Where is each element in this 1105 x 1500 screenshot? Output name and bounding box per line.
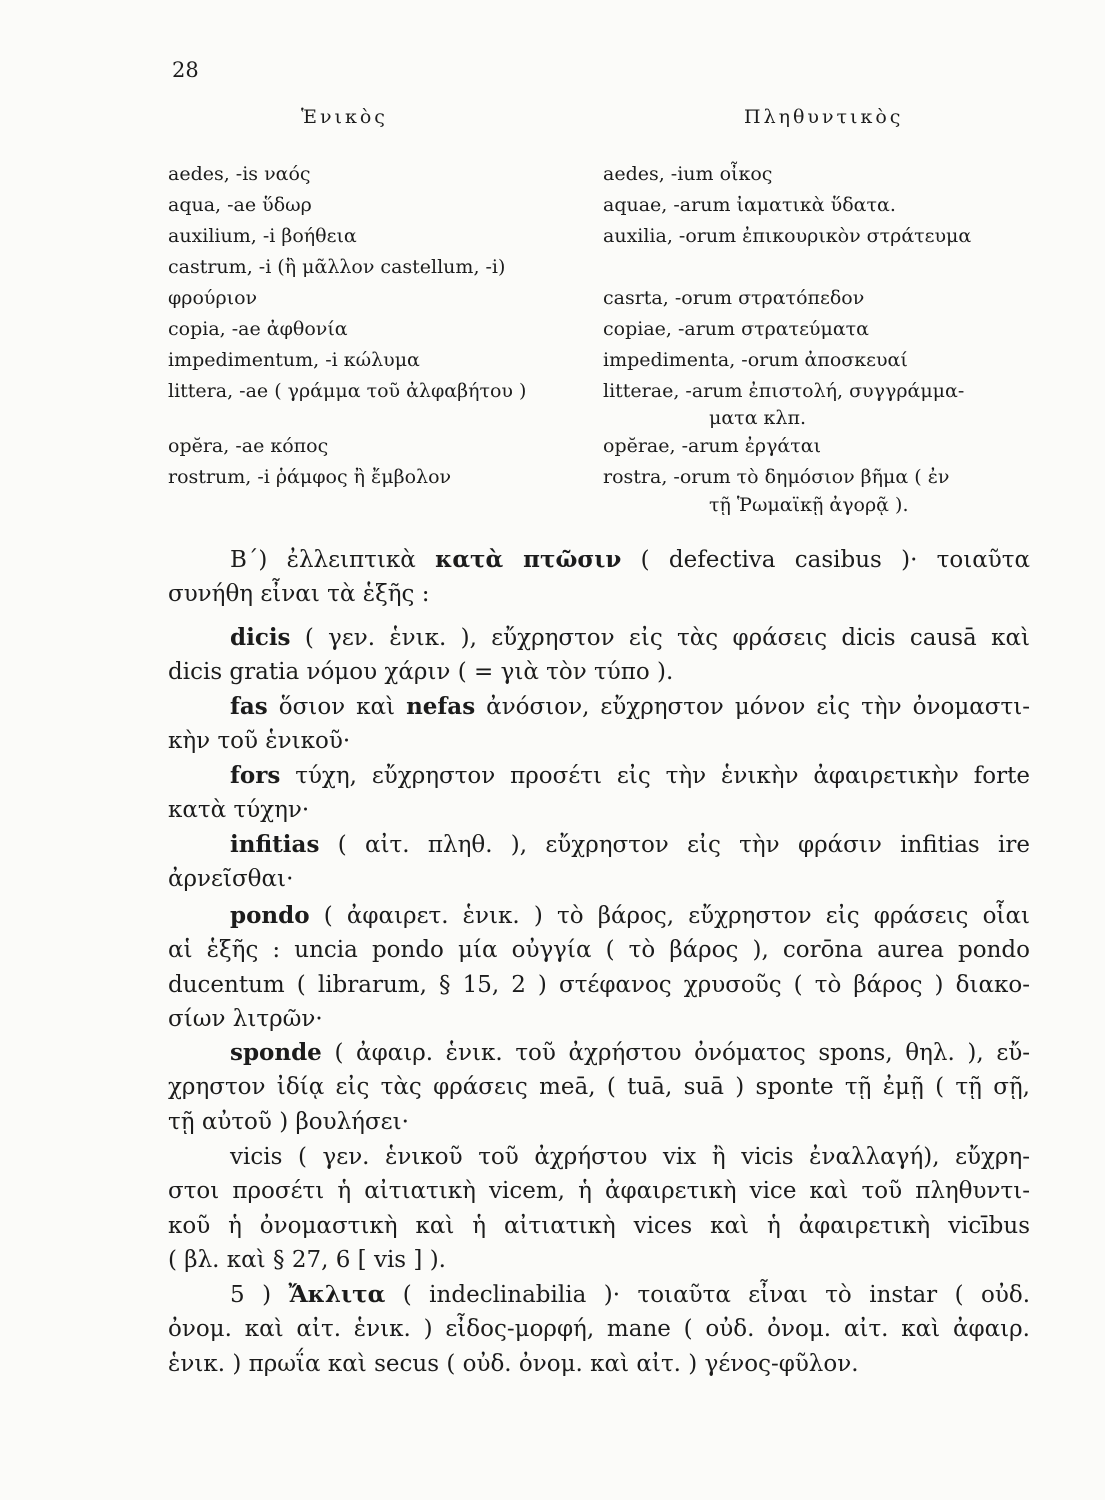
entry-text: στοι προσέτι ἡ αἰτιατικὴ vicem, ἡ ἀφαιρετικὴ vice καὶ τοῦ πληθυντι- bbox=[168, 1178, 1030, 1205]
entry-text: κατὰ τύχην· bbox=[168, 797, 310, 824]
vocab-right-item: copiae, -arum στρατεύματα bbox=[603, 318, 869, 340]
entry-text: σίων λιτρῶν· bbox=[168, 1006, 323, 1033]
entry-text: ( indeclinabilia )· τοιαῦτα εἶναι τὸ instar ( οὐδ. bbox=[402, 1282, 1031, 1308]
vocab-right-item: τῇ Ῥωμαϊκῇ ἀγορᾷ ). bbox=[709, 494, 909, 516]
term: fors bbox=[230, 762, 281, 789]
section-b-heading bbox=[168, 543, 1030, 612]
entry-text: ( αἰτ. πληθ. ), εὔχρηστον εἰς τὴν φράσιν infitias ire bbox=[337, 832, 1030, 858]
vocab-left-item: copia, -ae ἀφθονία bbox=[168, 318, 348, 340]
section-5-lead: 5 ) bbox=[230, 1282, 272, 1308]
term: nefas bbox=[406, 693, 476, 720]
entry-text: ἑνικ. ) πρωΐα καὶ secus ( οὐδ. ὀνομ. καὶ αἰτ. ) γένος-φῦλον. bbox=[168, 1350, 859, 1377]
entry-sponde bbox=[168, 1036, 1030, 1139]
vocab-right-item: opĕrae, -arum ἐργάται bbox=[603, 435, 822, 457]
plural-header: Πληθυντικὸς bbox=[744, 106, 904, 128]
entry-text: ἀνόσιον, εὔχρηστον μόνον εἰς τὴν ὀνομαστι- bbox=[486, 694, 1031, 720]
entry-text: τῇ αὐτοῦ ) βουλήσει· bbox=[168, 1108, 409, 1135]
entry-text: ( ἀφαιρ. ἑνικ. τοῦ ἀχρήστου ὀνόματος spons, θηλ. ), εὔ- bbox=[334, 1040, 1030, 1066]
entry-text: ἀρνεῖσθαι· bbox=[168, 866, 294, 893]
vocab-right-item: aquae, -arum ἰαματικὰ ὕδατα. bbox=[603, 194, 896, 216]
vocab-left-item: auxilium, -i βοήθεια bbox=[168, 225, 357, 247]
entry-text: dicis gratia νόμου χάριν ( = γιὰ τὸν τύπο ). bbox=[168, 659, 674, 686]
vocab-left-item: φρούριον bbox=[168, 287, 258, 309]
term: pondo bbox=[230, 902, 310, 929]
term: vicis bbox=[230, 1144, 283, 1170]
page-number: 28 bbox=[172, 58, 199, 82]
section-5-bold: Ἄκλιτα bbox=[288, 1281, 386, 1308]
vocab-left-item: castrum, -i (ἢ μᾶλλον castellum, -i) bbox=[168, 256, 506, 278]
vocab-right-item: litterae, -arum ἐπιστολή, συγγράμμα- bbox=[603, 380, 965, 402]
entry-dicis bbox=[168, 621, 1030, 690]
vocab-left-item: rostrum, -i ῥάμφος ἢ ἔμβολον bbox=[168, 466, 452, 488]
entry-text: ὀνομ. καὶ αἰτ. ἑνικ. ) εἶδος-μορφή, mane ( οὐδ. ὀνομ. αἰτ. καὶ ἀφαιρ. bbox=[168, 1316, 1030, 1343]
vocab-left-item: aedes, -is ναός bbox=[168, 163, 311, 185]
section-5 bbox=[168, 1278, 1030, 1381]
entry-text: ducentum ( librarum, § 15, 2 ) στέφανος χρυσοῦς ( τὸ βάρος ) διακο- bbox=[168, 971, 1030, 998]
vocab-left-item: impedimentum, -i κώλυμα bbox=[168, 349, 420, 371]
vocab-right-item: ματα κλπ. bbox=[709, 407, 807, 429]
section-b-line2: συνήθη εἶναι τὰ ἑξῆς : bbox=[168, 581, 430, 608]
vocab-right-item: impedimenta, -orum ἀποσκευαί bbox=[603, 349, 908, 371]
entry-text: ὅσιον καὶ bbox=[278, 694, 396, 720]
entry-text: τύχη, εὔχρηστον προσέτι εἰς τὴν ἑνικὴν ἀφαιρετικὴν forte bbox=[295, 763, 1030, 789]
term: infitias bbox=[230, 831, 320, 858]
entry-fas bbox=[168, 690, 1030, 759]
vocab-right-item: rostra, -orum τὸ δημόσιον βῆμα ( ἐν bbox=[603, 466, 950, 488]
entry-vicis bbox=[168, 1140, 1030, 1278]
vocab-left-item: aqua, -ae ὕδωρ bbox=[168, 194, 312, 216]
entry-text: αἱ ἑξῆς : uncia pondo μία οὐγγία ( τὸ βάρος ), corōna aurea pondo bbox=[168, 937, 1030, 964]
vocab-right-item: auxilia, -orum ἐπικουρικὸν στράτευμα bbox=[603, 225, 972, 247]
entry-text: ( ἀφαιρετ. ἑνικ. ) τὸ βάρος, εὔχρηστον εἰς φράσεις οἷαι bbox=[323, 903, 1030, 929]
singular-header: Ἑνικὸς bbox=[301, 106, 388, 128]
entry-text: ( βλ. καὶ § 27, 6 [ vis ] ). bbox=[168, 1247, 446, 1274]
vocab-right-item: aedes, -ium οἶκος bbox=[603, 163, 773, 185]
term: sponde bbox=[230, 1039, 322, 1066]
term: dicis bbox=[230, 624, 291, 651]
entry-text: χρηστον ἰδίᾳ εἰς τὰς φράσεις meā, ( tuā, suā ) sponte τῇ ἐμῇ ( τῇ σῇ, bbox=[168, 1074, 1030, 1101]
entry-text: κοῦ ἡ ὀνομαστικὴ καὶ ἡ αἰτιατικὴ vices καὶ ἡ ἀφαιρετικὴ vicībus bbox=[168, 1212, 1030, 1239]
entry-infitias bbox=[168, 828, 1030, 897]
vocab-right-item: casrta, -orum στρατόπεδον bbox=[603, 287, 865, 309]
section-b-lead: Β΄) ἐλλειπτικὰ bbox=[230, 547, 416, 573]
section-b-bold: κατὰ πτῶσιν bbox=[435, 546, 622, 573]
entry-pondo bbox=[168, 899, 1030, 1037]
vocab-left-item: opĕra, -ae κόπος bbox=[168, 435, 329, 457]
entry-fors bbox=[168, 759, 1030, 828]
section-b-line bbox=[168, 543, 1030, 577]
entry-text: κὴν τοῦ ἑνικοῦ· bbox=[168, 728, 351, 755]
entry-text: ( γεν. ἑνικοῦ τοῦ ἀχρήστου vix ἢ vicis ἐναλλαγή), εὔχρη- bbox=[297, 1144, 1031, 1170]
entry-text: ( γεν. ἑνικ. ), εὔχρηστον εἰς τὰς φράσεις dicis causā καὶ bbox=[304, 625, 1030, 651]
section-b-rest: ( defectiva casibus )· τοιαῦτα bbox=[640, 547, 1030, 573]
vocab-left-item: littera, -ae ( γράμμα τοῦ ἀλφαβήτου ) bbox=[168, 380, 527, 402]
term: fas bbox=[230, 693, 268, 720]
